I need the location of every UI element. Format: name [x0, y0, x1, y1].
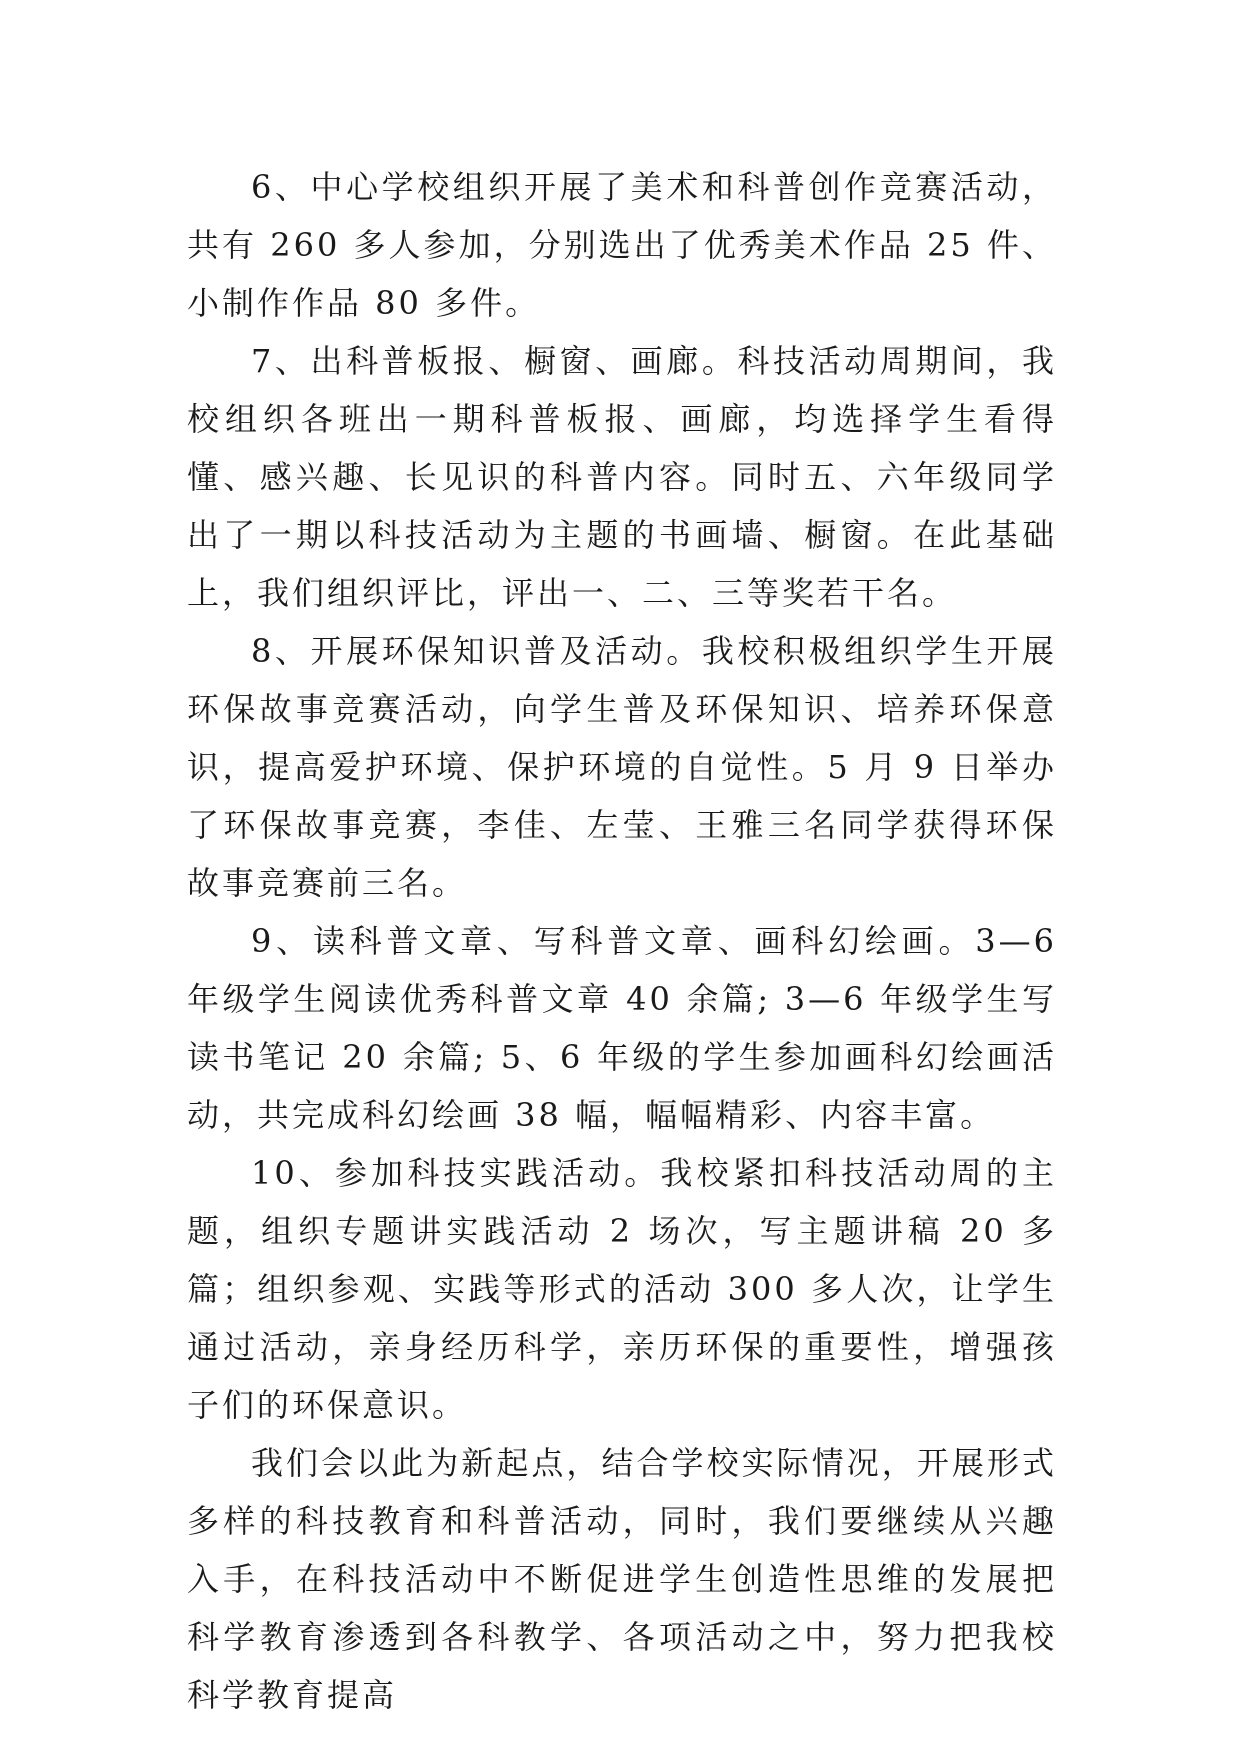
- paragraph-item-8: 8、开展环保知识普及活动。我校积极组织学生开展环保故事竞赛活动，向学生普及环保知识、培养环保意识，提高爱护环境、保护环境的自觉性。5 月 9 日举办了环保故事竞赛，李佳、左莹、王雅三名同学获得环保故事竞赛前三名。: [187, 632, 1057, 902]
- paragraph-item-7: 7、出科普板报、橱窗、画廊。科技活动周期间，我校组织各班出一期科普板报、画廊，均选择学生看得懂、感兴趣、长见识的科普内容。同时五、六年级同学出了一期以科技活动为主题的书画墙、橱窗。在此基础上，我们组织评比，评出一、二、三等奖若干名。: [187, 342, 1057, 612]
- document-body: [187, 158, 1057, 1724]
- paragraph-conclusion: 我们会以此为新起点，结合学校实际情况，开展形式多样的科技教育和科普活动，同时，我们要继续从兴趣入手，在科技活动中不断促进学生创造性思维的发展把科学教育渗透到各科教学、各项活动之中，努力把我校科学教育提高: [187, 1444, 1057, 1714]
- paragraph-item-9: 9、读科普文章、写科普文章、画科幻绘画。3—6 年级学生阅读优秀科普文章 40 余篇; 3—6 年级学生写读书笔记 20 余篇; 5、6 年级的学生参加画科幻绘画活动，共完成科幻绘画 38 幅，幅幅精彩、内容丰富。: [187, 922, 1057, 1134]
- paragraph-item-6: 6、中心学校组织开展了美术和科普创作竞赛活动，共有 260 多人参加，分别选出了优秀美术作品 25 件、小制作作品 80 多件。: [187, 168, 1057, 322]
- paragraph-item-10: 10、参加科技实践活动。我校紧扣科技活动周的主题，组织专题讲实践活动 2 场次，写主题讲稿 20 多篇；组织参观、实践等形式的活动 300 多人次，让学生通过活动，亲身经历科学，亲历环保的重要性，增强孩子们的环保意识。: [187, 1154, 1057, 1424]
